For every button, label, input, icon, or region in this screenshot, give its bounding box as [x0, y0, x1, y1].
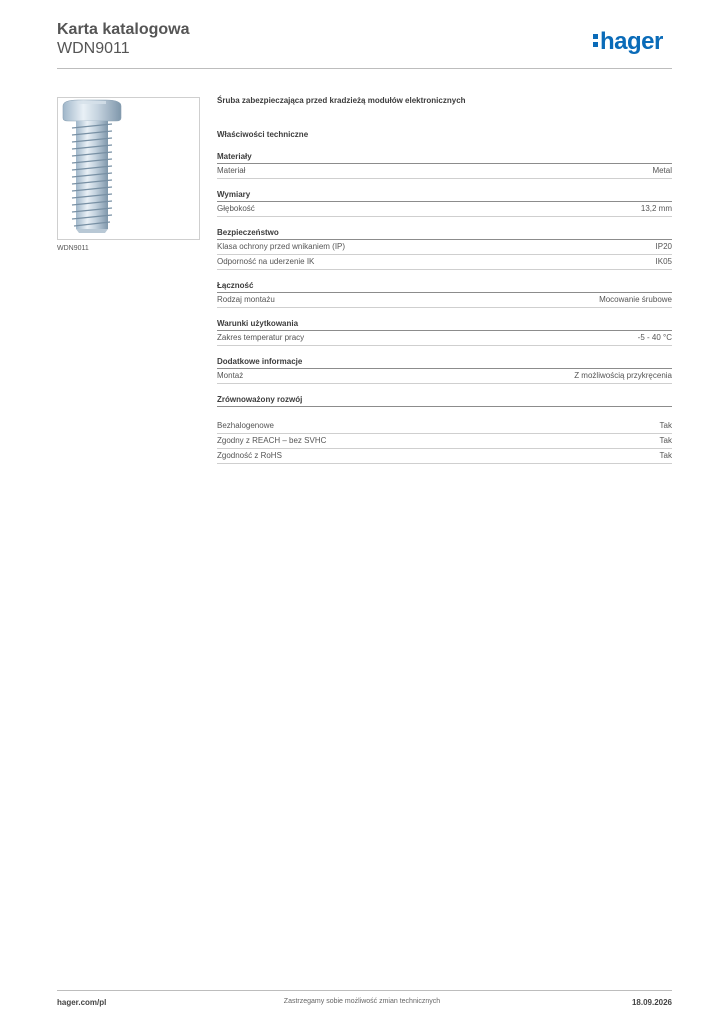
property-row [217, 434, 672, 449]
property-value: 13,2 mm [640, 204, 672, 213]
section-connectivity [217, 280, 672, 308]
property-label: Materiał [217, 166, 246, 175]
section-heading: Bezpieczeństwo [217, 227, 672, 240]
section-dimensions [217, 189, 672, 217]
property-label: Zgodny z REACH – bez SVHC [217, 436, 327, 445]
header-divider [57, 68, 672, 69]
section-operating-conditions [217, 318, 672, 346]
footer-website: hager.com/pl [57, 998, 107, 1007]
property-label: Głębokość [217, 204, 255, 213]
property-value: Tak [659, 436, 672, 445]
property-row [217, 419, 672, 434]
property-label: Odporność na uderzenie IK [217, 257, 315, 266]
hager-logo [593, 28, 663, 56]
property-row [217, 331, 672, 346]
property-value: IP20 [655, 242, 672, 251]
property-value: Mocowanie śrubowe [599, 295, 672, 304]
property-label: Montaż [217, 371, 244, 380]
section-heading: Warunki użytkowania [217, 318, 672, 331]
logo-text: hager [600, 28, 663, 55]
property-value: -5 - 40 °C [637, 333, 672, 342]
property-row [217, 449, 672, 464]
properties-heading: Właściwości techniczne [217, 130, 309, 139]
footer-divider [57, 990, 672, 991]
section-safety [217, 227, 672, 270]
document-title: Karta katalogowa [57, 21, 190, 38]
property-label: Zgodność z RoHS [217, 451, 282, 460]
property-value: Tak [659, 421, 672, 430]
section-heading: Dodatkowe informacje [217, 356, 672, 369]
property-row [217, 240, 672, 255]
property-value: Tak [659, 451, 672, 460]
property-label: Bezhalogenowe [217, 421, 274, 430]
section-additional-info [217, 356, 672, 384]
section-heading: Materiały [217, 151, 672, 164]
logo-colon-icon [593, 31, 598, 49]
image-caption: WDN9011 [57, 245, 89, 252]
product-title: Śruba zabezpieczająca przed kradzieżą modułów elektronicznych [217, 96, 466, 105]
screw-icon [58, 98, 199, 239]
property-row [217, 202, 672, 217]
section-heading: Zrównoważony rozwój [217, 394, 672, 407]
product-image-frame [57, 97, 200, 240]
property-value: Z możliwością przykręcenia [574, 371, 672, 380]
property-row [217, 369, 672, 384]
technical-sheet [217, 94, 672, 474]
property-label: Rodzaj montażu [217, 295, 275, 304]
property-value: Metal [652, 166, 672, 175]
footer-disclaimer: Zastrzegamy sobie możliwość zmian technicznych [283, 998, 441, 1005]
section-heading: Wymiary [217, 189, 672, 202]
property-label: Zakres temperatur pracy [217, 333, 305, 342]
property-row [217, 293, 672, 308]
property-row [217, 164, 672, 179]
footer-date: 18.09.2026 [631, 998, 672, 1007]
section-heading: Łączność [217, 280, 672, 293]
property-value: IK05 [655, 257, 672, 266]
product-code: WDN9011 [57, 40, 130, 57]
section-sustainability [217, 394, 672, 464]
property-label: Klasa ochrony przed wnikaniem (IP) [217, 242, 346, 251]
property-row [217, 255, 672, 270]
section-materials [217, 151, 672, 179]
